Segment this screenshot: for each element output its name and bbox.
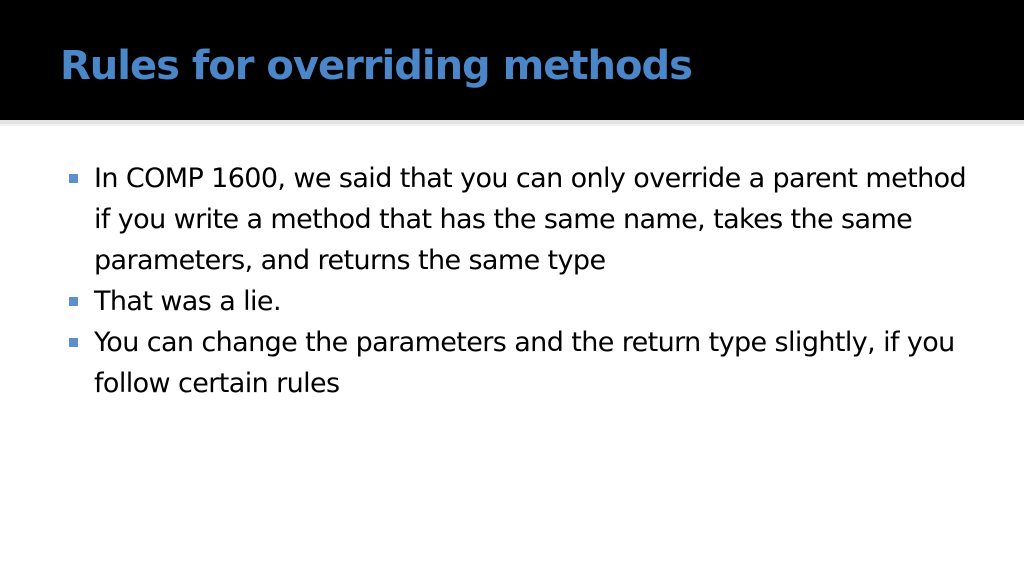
square-bullet-icon <box>69 174 78 183</box>
bullet-item-3 <box>68 322 988 404</box>
bullet-text-3: You can change the parameters and the return type slightly, if you follow certain rules <box>94 327 955 399</box>
square-bullet-icon <box>69 338 78 347</box>
bullet-text-2: That was a lie. <box>94 286 281 317</box>
bullet-item-1 <box>68 158 988 281</box>
title-bar <box>0 0 1024 120</box>
bullet-item-2 <box>68 281 988 322</box>
bullet-text-1: In COMP 1600, we said that you can only override a parent method if you write a method that has the same name, takes the same parameters, and returns the same type <box>94 163 967 276</box>
bullet-list <box>68 158 988 404</box>
title-divider-shadow <box>0 124 1024 126</box>
slide-title: Rules for overriding methods <box>60 43 692 89</box>
square-bullet-icon <box>69 297 78 306</box>
